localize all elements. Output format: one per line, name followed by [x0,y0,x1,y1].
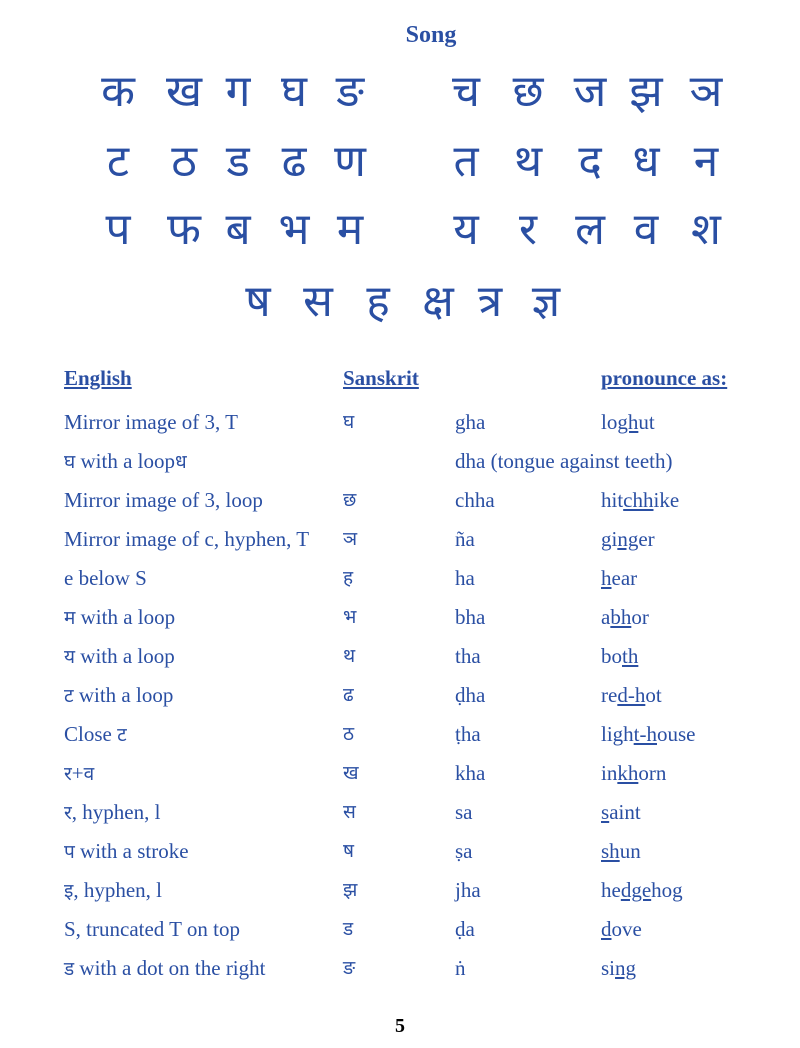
transliteration: kha [455,761,486,785]
sanskrit-letter: ड [343,918,354,940]
song-letter: ग [225,66,251,117]
text-segment: er [638,527,655,551]
transliteration: ḍha [455,683,486,707]
text-segment: in [601,761,618,785]
text-segment: र [64,802,72,824]
text-segment: ड [64,958,75,980]
english-description [64,444,187,479]
table-row [0,444,800,478]
text-segment: , hyphen, l [73,878,162,902]
transliteration: tha [455,644,481,668]
text-segment: व [83,763,95,785]
header-pronounce: pronounce as: [601,366,728,390]
pronunciation-example [601,951,636,985]
text-segment: S, truncated T on top [64,917,240,941]
table-row [0,795,800,829]
pronunciation-example [601,717,696,751]
song-letter: न [693,136,719,187]
text-segment: with a loop [75,449,175,473]
transliteration: sa [455,800,473,824]
text-segment: orn [638,761,667,785]
sanskrit-letter: थ [343,645,356,667]
pronunciation-example [601,795,641,829]
song-letter: श [691,204,721,255]
english-description [64,522,309,556]
song-letter: य [453,204,479,255]
english-description [64,483,263,517]
table-row [0,951,800,985]
text-segment: with a loop [75,644,175,668]
text-segment: ng [617,527,639,551]
english-description [64,600,175,635]
text-segment: aint [609,800,641,824]
pronunciation-example [601,561,637,595]
text-segment: ike [653,488,680,512]
text-segment: h [601,566,612,590]
text-segment: bo [601,644,622,668]
table-row [0,834,800,868]
text-segment: ouse [657,722,696,746]
song-letter: ख [166,66,202,117]
transliteration: ña [455,527,475,551]
song-letter: च [452,66,480,117]
text-segment: sh [601,839,620,863]
table-row [0,717,800,751]
song-letter: ञ [689,66,723,117]
text-segment: म [64,607,76,629]
text-segment: with a loop [75,605,176,629]
sanskrit-letter: छ [343,489,357,511]
transliteration: ḍa [455,917,475,941]
sanskrit-letter: ख [343,762,359,784]
sanskrit-letter: ञ [343,528,358,550]
text-segment: d-h [617,683,646,707]
english-description [64,561,147,595]
english-description [64,756,94,791]
text-segment: a [601,605,611,629]
transliteration: ṣa [455,839,473,863]
transliteration: chha [455,488,495,512]
pronunciation-example [601,483,679,517]
pronunciation-example [601,405,655,439]
text-segment: hit [601,488,624,512]
song-letter: ल [575,204,605,255]
sanskrit-letter: ष [343,840,354,862]
text-segment: ट [117,724,127,746]
page-number: 5 [395,1015,405,1037]
text-segment: un [619,839,641,863]
english-description [64,873,162,908]
text-segment: bh [610,605,632,629]
text-segment: or [631,605,649,629]
text-segment: , hyphen, l [71,800,161,824]
text-segment: dge [620,878,652,902]
table-row [0,600,800,634]
transliteration: bha [455,605,486,629]
song-letter: ज्ञ [531,276,561,327]
sanskrit-letter: ह [343,567,354,589]
song-letter: ह [366,276,390,327]
song-letter: त [453,136,479,187]
song-letter: घ [280,66,308,117]
table-row [0,561,800,595]
pronunciation-example [601,600,649,634]
sanskrit-letter: ठ [343,723,355,745]
page-title: Song [405,22,457,48]
song-letter: द [578,136,602,187]
song-letter: फ [167,204,201,255]
song-letter: झ [629,66,663,117]
text-segment: ot [645,683,662,707]
sanskrit-letter: घ [343,411,355,433]
text-segment: Mirror image of 3, loop [64,488,263,512]
english-description [64,405,238,439]
text-segment: hog [651,878,683,902]
text-segment: he [601,878,621,902]
transliteration: jha [455,878,481,902]
text-segment: kh [617,761,639,785]
song-letter: त्र [477,276,503,327]
text-segment: re [601,683,618,707]
transliteration: gha [455,410,486,434]
text-segment: chh [623,488,654,512]
pronunciation-example [601,639,638,673]
table-row [0,678,800,712]
table-row [0,912,800,946]
transliteration: ha [455,566,475,590]
text-segment: gi [601,527,618,551]
pronunciation-example [601,756,666,790]
song-letter: ट [106,136,130,187]
song-letter: ड [226,136,250,187]
transliteration: ṅ [455,956,466,980]
text-segment: र [64,763,72,785]
song-letter: ब [225,204,251,255]
text-segment: th [622,644,639,668]
text-segment: e below S [64,566,147,590]
table-row [0,873,800,907]
pronunciation-example [601,873,683,907]
sanskrit-letter: स [343,801,356,823]
song-letter: व [633,204,659,255]
text-segment: Close [64,722,118,746]
sanskrit-letter: ङ [343,957,356,979]
text-segment: si [601,956,616,980]
song-line [0,132,800,192]
song-letter: प [105,204,131,255]
english-description [64,834,189,869]
song-letter: ङ [335,66,365,117]
text-segment: ut [638,410,655,434]
text-segment: ध [174,451,187,473]
transliteration: ṭha [455,722,481,746]
text-segment: + [71,761,84,785]
english-description [64,951,265,986]
song-letter: ठ [171,136,197,187]
song-letter: थ [513,136,543,187]
song-line [0,272,800,332]
song-letter: ज [573,66,607,117]
text-segment: इ [64,880,74,902]
text-segment: Mirror image of 3, T [64,410,238,434]
text-segment: य [64,646,76,668]
text-segment: lo [601,410,618,434]
song-letter: क्ष [422,276,454,327]
song-line [0,62,800,122]
text-segment: t-h [633,722,657,746]
text-segment: Mirror image of c, hyphen, T [64,527,310,551]
pronunciation-example [601,834,641,868]
table-row [0,522,800,556]
header-sanskrit: Sanskrit [343,366,419,390]
song-letter: छ [512,66,544,117]
table-row [0,756,800,790]
text-segment: ligh [601,722,634,746]
text-segment: d [601,917,612,941]
text-segment: घ [64,451,76,473]
pronunciation-example [601,522,655,556]
pronunciation-example [601,912,642,946]
song-letter: म [336,204,364,255]
table-row [0,405,800,439]
header-english: English [64,366,132,390]
song-letter: र [519,204,537,255]
english-description [64,678,173,713]
text-segment: प [64,841,75,863]
song-letter: भ [278,204,310,255]
sanskrit-letter: ढ [343,684,354,706]
song-letter: ध [632,136,660,187]
english-description [64,912,240,946]
song-line [0,200,800,260]
text-segment: s [601,800,610,824]
text-segment: ear [611,566,638,590]
sanskrit-letter: भ [343,606,357,628]
table-row [0,483,800,517]
song-letter: ष [245,276,271,327]
english-description [64,639,175,674]
transliteration: dha (tongue against teeth) [455,449,673,473]
text-segment: ng [615,956,637,980]
song-letter: क [101,66,135,117]
pronunciation-example [601,678,662,712]
text-segment: ट [64,685,74,707]
song-letter: स [303,276,333,327]
text-segment: with a loop [73,683,174,707]
text-segment: ove [611,917,642,941]
table-row [0,639,800,673]
text-segment: with a stroke [74,839,189,863]
english-description [64,795,160,830]
text-segment: gh [617,410,639,434]
sanskrit-letter: झ [343,879,358,901]
song-letter: ण [334,136,366,187]
song-letter: ढ [281,136,307,187]
text-segment: with a dot on the right [74,956,266,980]
english-description [64,717,127,752]
